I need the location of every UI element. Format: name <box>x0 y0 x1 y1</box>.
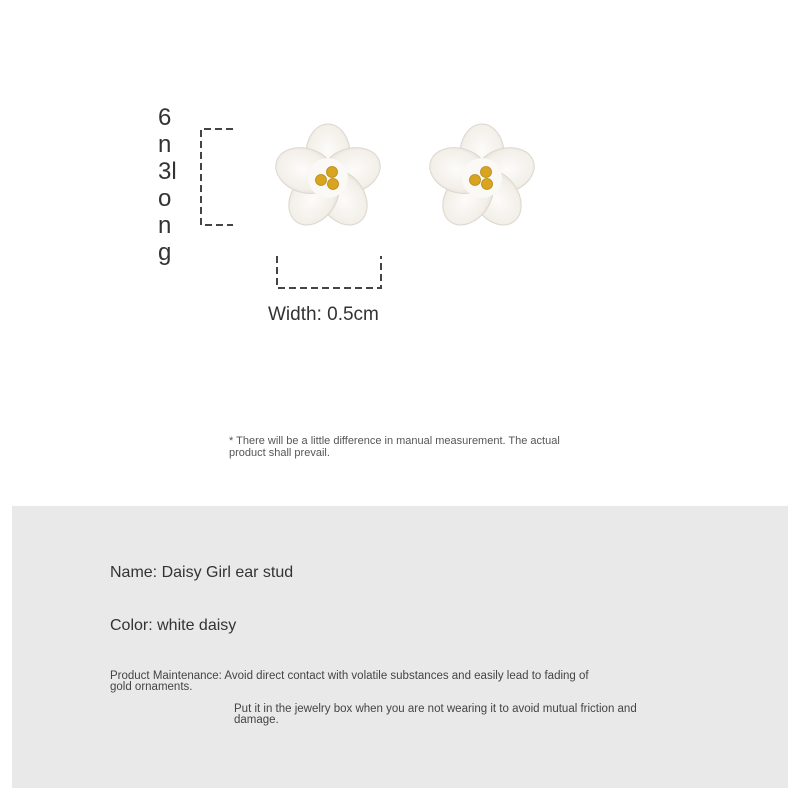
product-info-panel <box>12 506 788 788</box>
product-name: Name: Daisy Girl ear stud <box>110 564 294 581</box>
maintenance-storage-text: Put it in the jewelry box when you are not wearing it to avoid mutual friction and damage. <box>234 703 637 726</box>
flower-earring-icon <box>424 118 540 234</box>
width-label: Width: 0.5cm <box>268 304 379 325</box>
flower-earring-icon <box>270 118 386 234</box>
length-label: 6n3long <box>158 104 177 266</box>
height-bracket <box>197 126 237 228</box>
width-bracket <box>272 254 386 292</box>
maintenance-text: Product Maintenance: Avoid direct contact with volatile substances and easily lead to fading of gold ornaments. <box>110 670 589 693</box>
measurement-disclaimer: * There will be a little difference in manual measurement. The actual product shall prevail. <box>229 435 560 459</box>
product-color: Color: white daisy <box>110 617 237 634</box>
